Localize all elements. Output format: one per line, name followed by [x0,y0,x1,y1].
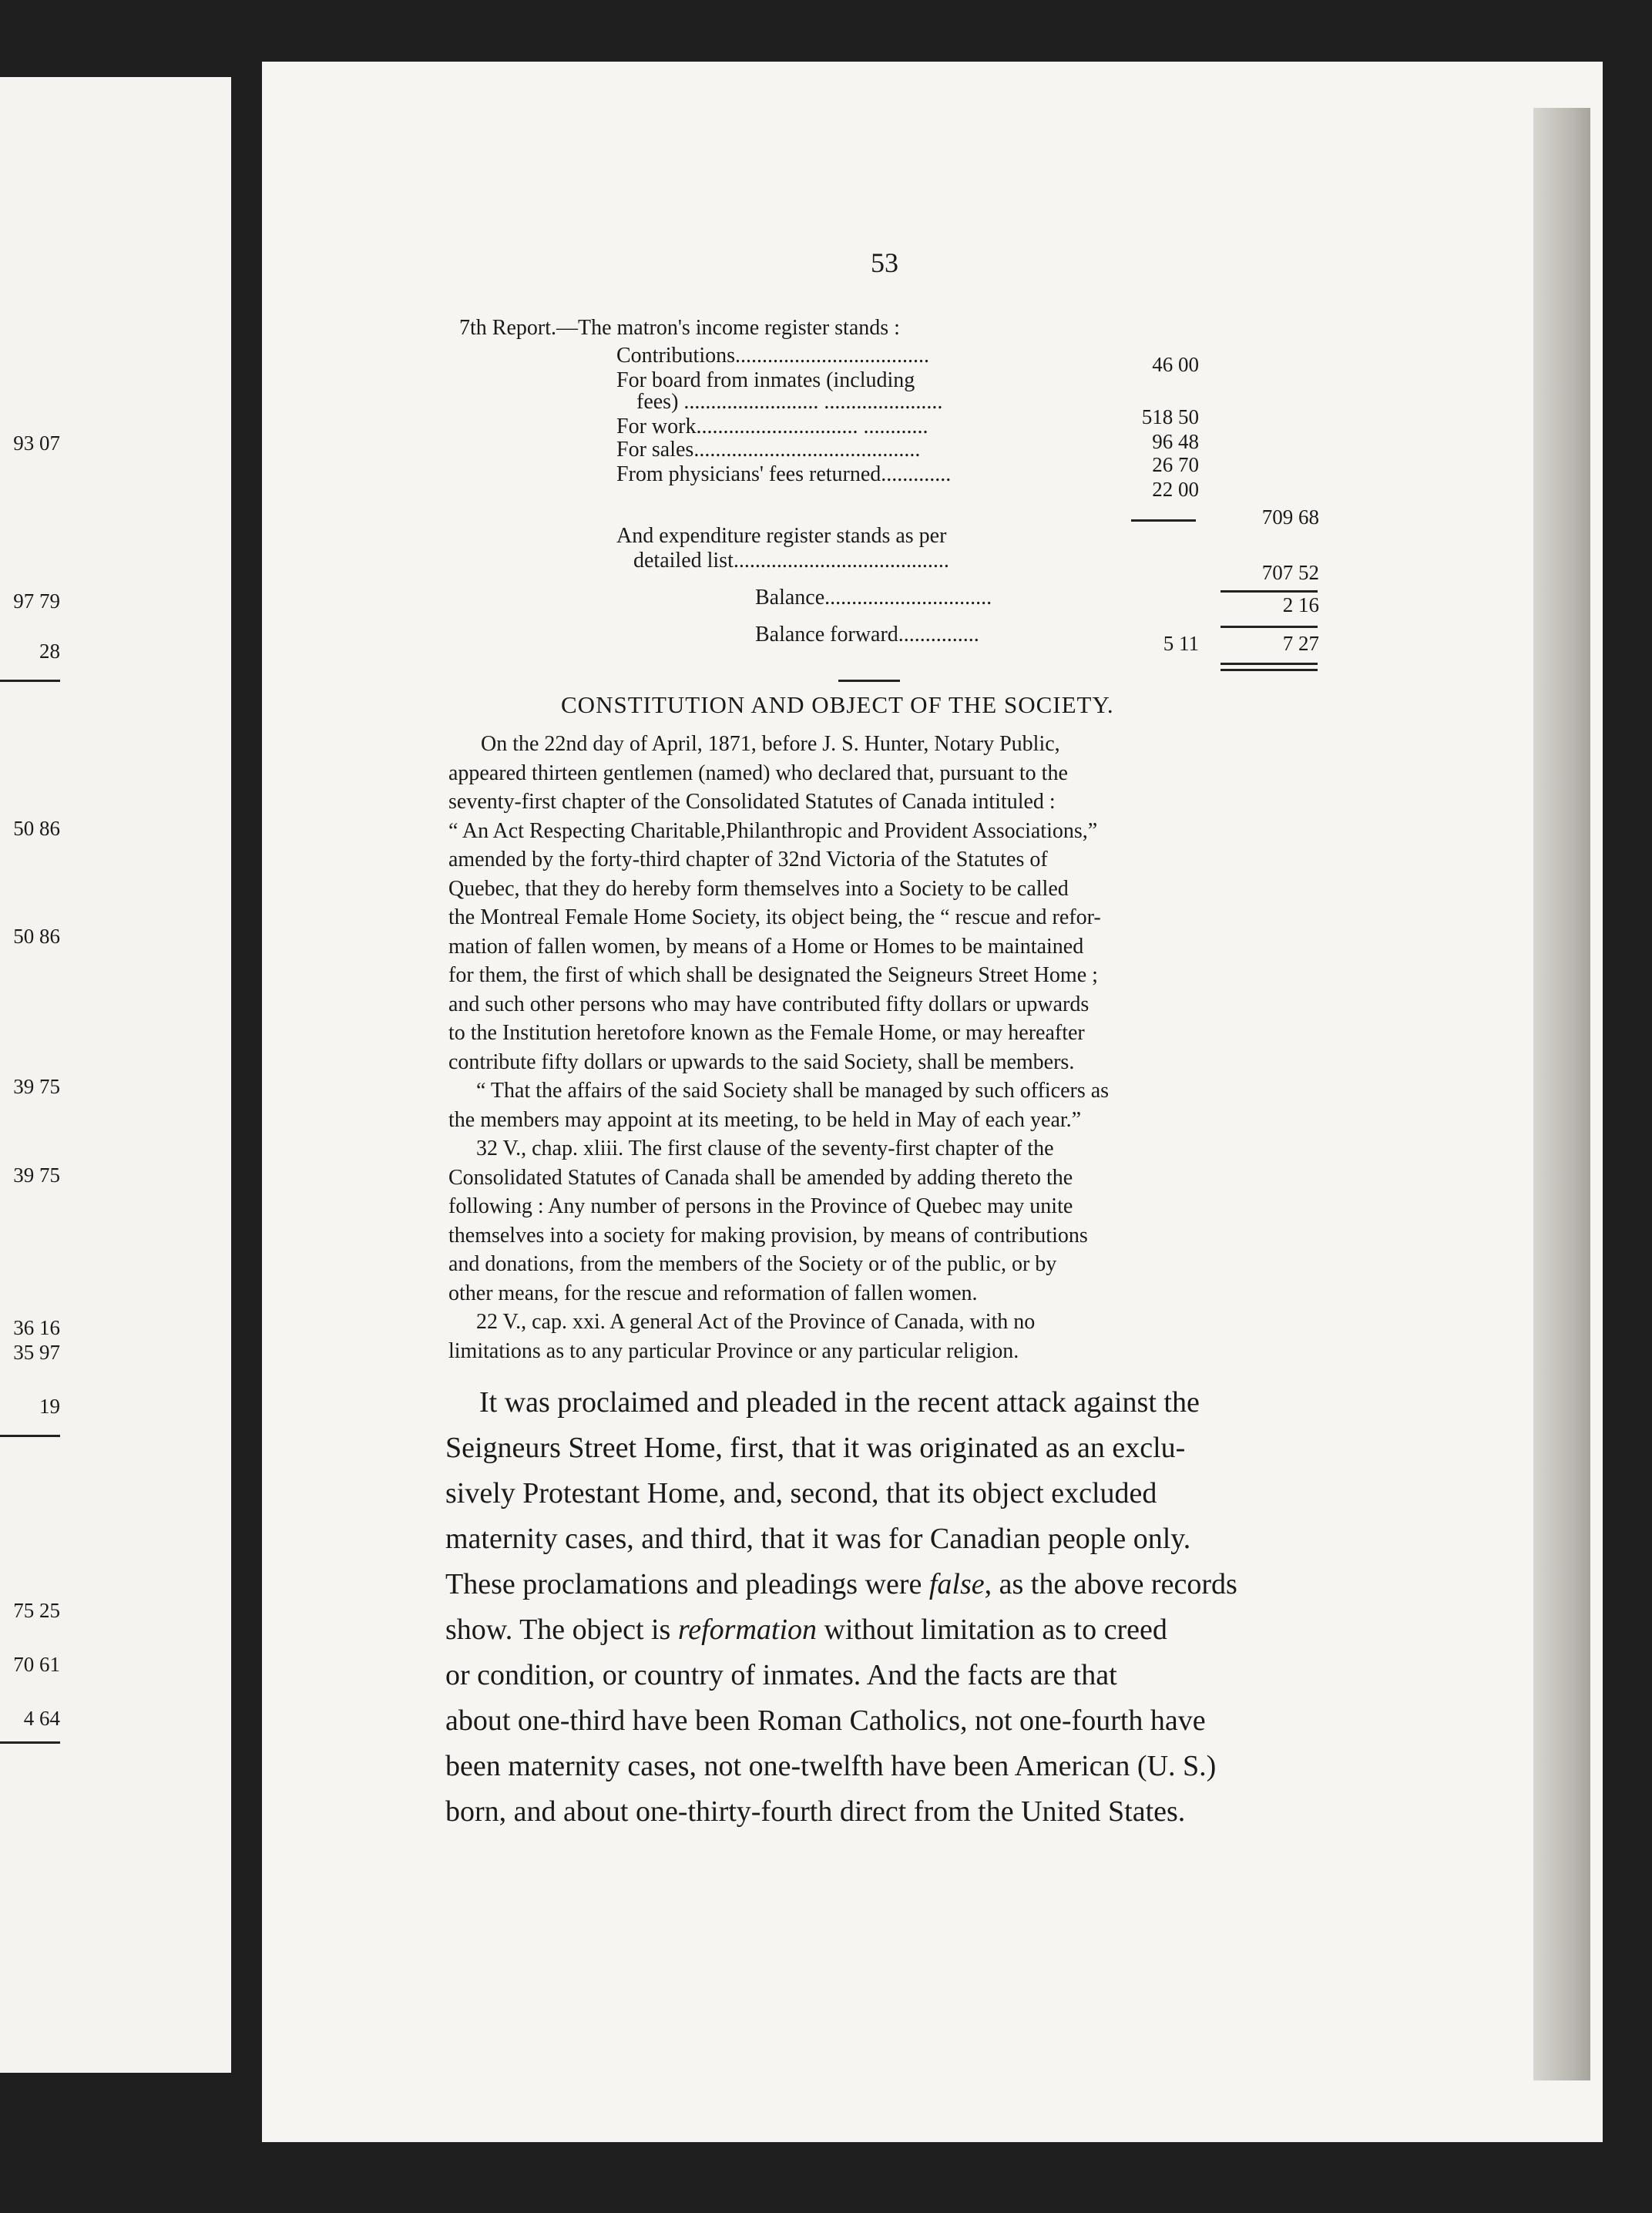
total-rule [1221,626,1318,628]
balance-amount: 2 16 [1282,593,1319,616]
constitution-line: appeared thirteen gentlemen (named) who declared that, pursuant to the [448,761,1068,785]
expenditure-total: 707 52 [1261,561,1319,584]
balance-forward-left: 5 11 [1163,632,1199,655]
left-rule [0,680,60,682]
left-amount: 28 [39,640,60,663]
expenditure-label: detailed list........................................ [633,549,949,573]
report-row-label: For work.............................. ............ [616,415,928,438]
left-amount: 75 25 [13,1599,60,1622]
closing-line: It was proclaimed and pleaded in the recent attack against the [479,1386,1200,1419]
closing-line: been maternity cases, not one-twelfth have been American (U. S.) [445,1750,1217,1782]
closing-line: born, and about one-thirty-fourth direct from the United States. [445,1795,1186,1828]
section-heading: CONSTITUTION AND OBJECT OF THE SOCIETY. [561,691,1114,718]
constitution-line: following : Any number of persons in the Province of Quebec may unite [448,1194,1073,1218]
left-rule [0,1741,60,1744]
closing-line: Seigneurs Street Home, first, that it was originated as an exclu- [445,1432,1186,1464]
double-rule [1221,669,1318,671]
closing-line [445,1613,1167,1647]
constitution-line: On the 22nd day of April, 1871, before J. S. Hunter, Notary Public, [481,732,1060,756]
report-row-amount: 22 00 [1152,478,1199,501]
left-amount: 93 07 [13,432,60,455]
income-total: 709 68 [1261,505,1319,529]
left-amount: 19 [39,1395,60,1418]
constitution-line: seventy-first chapter of the Consolidated Statutes of Canada intituled : [448,790,1056,814]
section-divider [838,680,900,682]
closing-line [445,1567,1237,1601]
closing-line: sively Protestant Home, and, second, that its object excluded [445,1477,1157,1509]
constitution-line: themselves into a society for making provision, by means of contributions [448,1224,1088,1248]
constitution-line: other means, for the rescue and reformation of fallen women. [448,1281,978,1305]
page-edge [1533,108,1590,2080]
closing-text: These proclamations and pleadings were [445,1568,922,1600]
constitution-line: Quebec, that they do hereby form themselves into a Society to be called [448,877,1069,901]
left-amount: 50 86 [13,925,60,948]
italic-reformation: reformation [677,1614,818,1646]
constitution-line: 32 V., chap. xliii. The first clause of the seventy-first chapter of the [476,1137,1054,1160]
constitution-line: the members may appoint at its meeting, to be held in May of each year.” [448,1108,1082,1132]
balance-forward-right: 7 27 [1282,632,1319,655]
page-number: 53 [871,247,898,278]
closing-text: without limitation as to creed [824,1614,1167,1646]
closing-text: , as the above records [984,1568,1237,1600]
italic-false: false [928,1568,985,1600]
report-row-label: Contributions.................................... [616,344,930,368]
left-amount: 70 61 [13,1653,60,1676]
left-amount: 4 64 [23,1707,60,1730]
left-amount: 39 75 [13,1164,60,1187]
closing-line: or condition, or country of inmates. And the facts are that [445,1659,1117,1691]
report-row-label: For board from inmates (including [616,368,915,392]
balance-label: Balance............................... [755,586,992,609]
balance-forward-label: Balance forward............... [755,623,979,646]
constitution-line: Consolidated Statutes of Canada shall be amended by adding thereto the [448,1166,1073,1190]
left-amount: 97 79 [13,589,60,613]
left-amount: 36 16 [13,1316,60,1339]
report-row-amount: 96 48 [1152,430,1199,453]
constitution-line: limitations as to any particular Province or any particular religion. [448,1339,1019,1363]
total-rule [1221,590,1318,593]
left-amount: 35 97 [13,1341,60,1364]
constitution-line: “ An Act Respecting Charitable,Philanthropic and Provident Associations,” [448,819,1098,843]
constitution-line: and such other persons who may have contributed fifty dollars or upwards [448,992,1090,1016]
constitution-line: and donations, from the members of the Society or of the public, or by [448,1252,1057,1276]
closing-line: maternity cases, and third, that it was for Canadian people only. [445,1523,1191,1555]
report-row-amount: 26 70 [1152,453,1199,476]
constitution-line: amended by the forty-third chapter of 32nd Victoria of the Statutes of [448,848,1048,871]
report-row-label: From physicians' fees returned............. [616,462,952,486]
double-rule [1221,663,1318,665]
left-amount: 50 86 [13,817,60,840]
expenditure-label: And expenditure register stands as per [616,524,947,548]
constitution-line: “ That the affairs of the said Society shall be managed by such officers as [476,1079,1110,1103]
closing-line: about one-third have been Roman Catholics, not one-fourth have [445,1704,1206,1737]
constitution-line: the Montreal Female Home Society, its object being, the “ rescue and refor- [448,905,1101,929]
subtotal-rule [1131,519,1196,522]
left-amount: 39 75 [13,1075,60,1098]
left-rule [0,1435,60,1437]
closing-text: show. The object is [445,1614,671,1646]
constitution-line: for them, the first of which shall be designated the Seigneurs Street Home ; [448,963,1098,987]
report-row-amount: 518 50 [1141,405,1199,428]
report-intro: 7th Report.—The matron's income register stands : [459,316,900,340]
report-row-label: For sales.......................................... [616,438,921,462]
constitution-line: to the Institution heretofore known as the Female Home, or may hereafter [448,1021,1085,1045]
report-row-label: fees) ......................... ...................... [636,390,943,414]
constitution-line: 22 V., cap. xxi. A general Act of the Province of Canada, with no [476,1310,1036,1334]
constitution-line: mation of fallen women, by means of a Home or Homes to be maintained [448,935,1084,959]
report-row-amount: 46 00 [1152,353,1199,376]
constitution-line: contribute fifty dollars or upwards to the said Society, shall be members. [448,1050,1075,1074]
left-page-fragment [0,77,231,2073]
